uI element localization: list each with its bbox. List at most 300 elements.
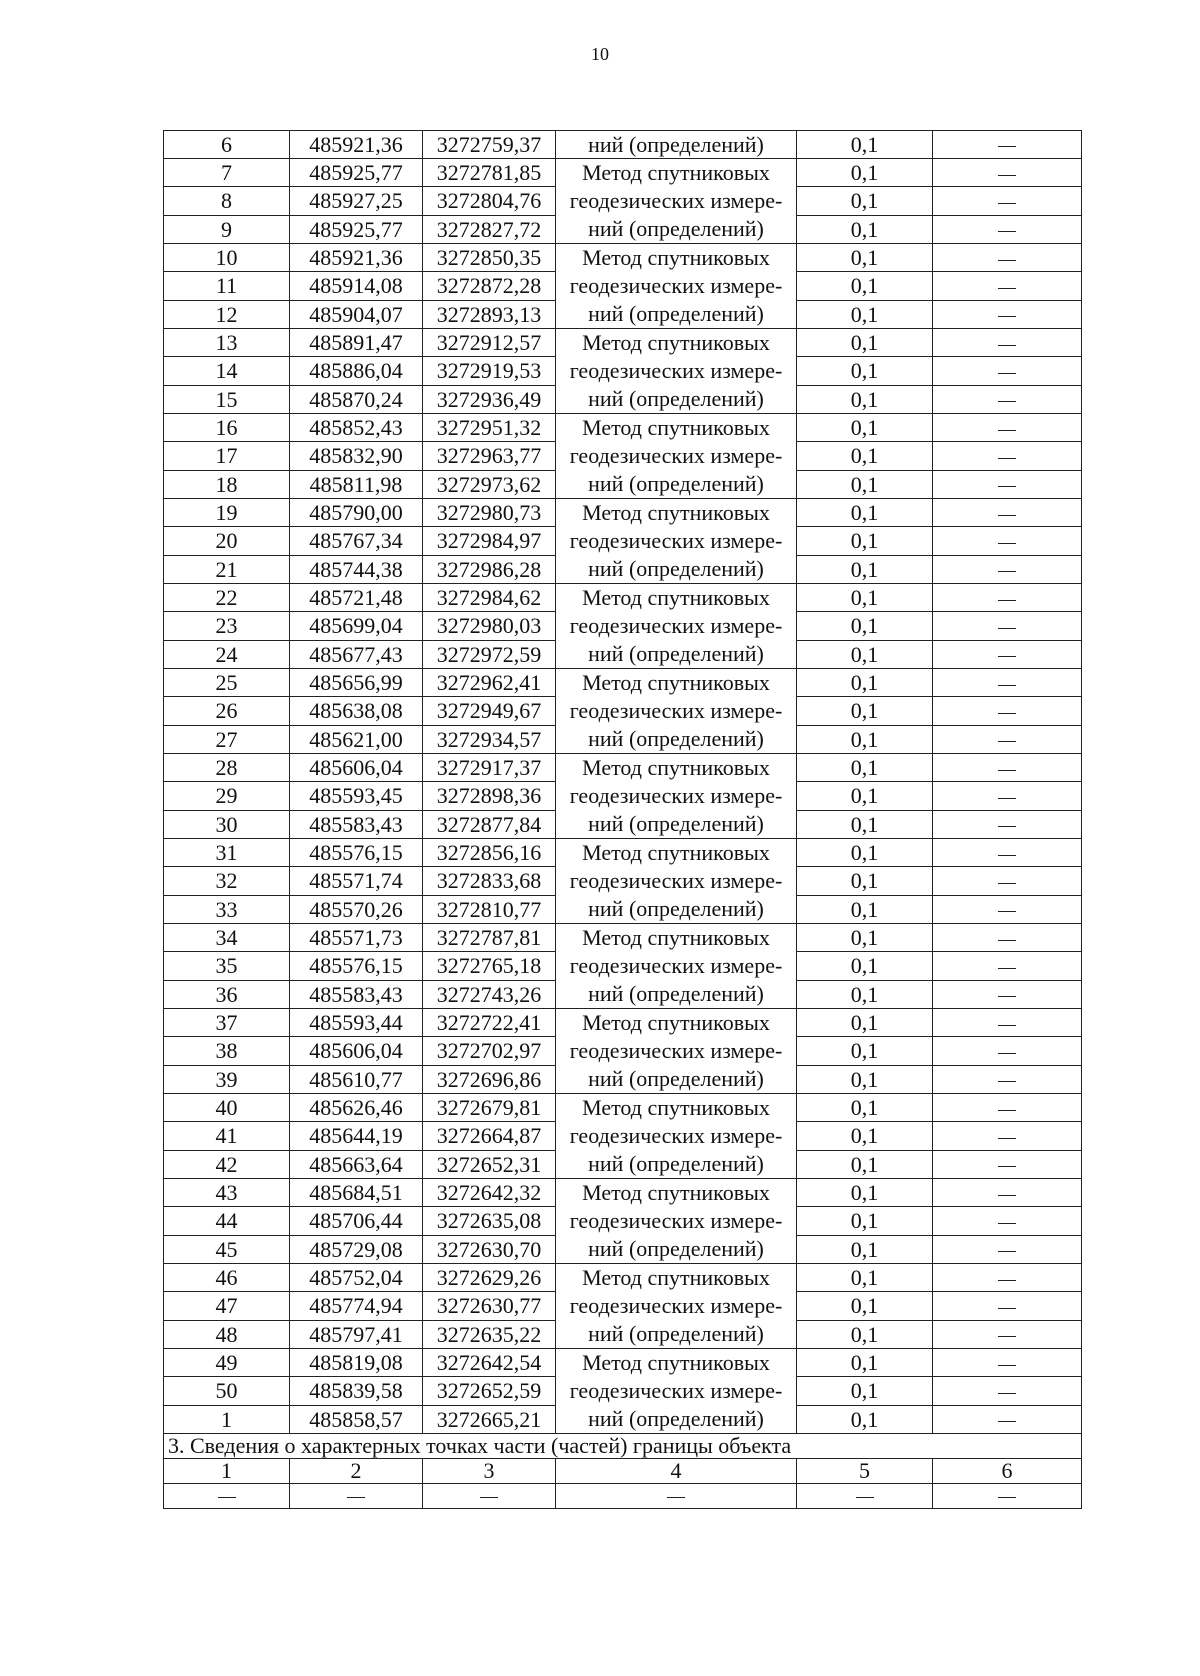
point-number: 14 [164, 357, 290, 385]
empty-row [164, 1484, 1082, 1509]
method-line: Метод спутниковых [582, 1265, 770, 1290]
x-coordinate: 485858,57 [290, 1405, 423, 1433]
dash [998, 628, 1016, 629]
y-coordinate: 3272963,77 [423, 442, 556, 470]
dash [667, 1497, 685, 1498]
empty-cell [556, 1484, 797, 1509]
x-coordinate: 485699,04 [290, 612, 423, 640]
column-number: 5 [797, 1459, 933, 1484]
point-number: 31 [164, 839, 290, 867]
point-number: 24 [164, 640, 290, 668]
x-coordinate: 485606,04 [290, 754, 423, 782]
table-row [164, 1349, 1082, 1377]
y-coordinate: 3272934,57 [423, 725, 556, 753]
accuracy: 0,1 [797, 442, 933, 470]
dash [998, 175, 1016, 176]
dash [998, 1195, 1016, 1196]
accuracy: 0,1 [797, 1122, 933, 1150]
x-coordinate: 485626,46 [290, 1094, 423, 1122]
x-coordinate: 485891,47 [290, 329, 423, 357]
accuracy: 0,1 [797, 244, 933, 272]
method-line: геодезических измере- [569, 783, 783, 808]
y-coordinate: 3272827,72 [423, 215, 556, 243]
dash [998, 883, 1016, 884]
empty-cell [164, 1484, 290, 1509]
method-line: Метод спутниковых [582, 925, 770, 950]
point-number: 25 [164, 669, 290, 697]
x-coordinate: 485663,64 [290, 1150, 423, 1178]
accuracy: 0,1 [797, 1094, 933, 1122]
y-coordinate: 3272980,03 [423, 612, 556, 640]
y-coordinate: 3272664,87 [423, 1122, 556, 1150]
accuracy: 0,1 [797, 1264, 933, 1292]
table-row [164, 1094, 1082, 1122]
extra-cell [933, 357, 1082, 385]
extra-cell [933, 442, 1082, 470]
point-number: 42 [164, 1150, 290, 1178]
method-line: геодезических измере- [569, 443, 783, 468]
table-row [164, 669, 1082, 697]
x-coordinate: 485767,34 [290, 527, 423, 555]
dash [998, 345, 1016, 346]
table-row [164, 414, 1082, 442]
extra-cell [933, 867, 1082, 895]
table-row [164, 839, 1082, 867]
coordinates-table [163, 130, 1082, 1509]
extra-cell [933, 499, 1082, 527]
dash [998, 826, 1016, 827]
method-line: ний (определений) [588, 556, 764, 581]
method-line: геодезических измере- [569, 273, 783, 298]
point-number: 17 [164, 442, 290, 470]
dash [998, 458, 1016, 459]
point-number: 18 [164, 470, 290, 498]
method-cell [556, 754, 797, 839]
x-coordinate: 485811,98 [290, 470, 423, 498]
extra-cell [933, 555, 1082, 583]
dash [998, 855, 1016, 856]
accuracy: 0,1 [797, 1037, 933, 1065]
table-row [164, 131, 1082, 159]
section-title: 3. Сведения о характерных точках части (частей) границы объекта [164, 1434, 1082, 1459]
accuracy: 0,1 [797, 782, 933, 810]
dash [998, 1053, 1016, 1054]
method-line: ний (определений) [588, 1066, 764, 1091]
accuracy: 0,1 [797, 1320, 933, 1348]
dash [998, 1421, 1016, 1422]
x-coordinate: 485656,99 [290, 669, 423, 697]
extra-cell [933, 640, 1082, 668]
extra-cell [933, 300, 1082, 328]
x-coordinate: 485706,44 [290, 1207, 423, 1235]
dash [998, 1393, 1016, 1394]
point-number: 20 [164, 527, 290, 555]
page-number: 10 [591, 44, 609, 64]
method-cell [556, 244, 797, 329]
column-number: 2 [290, 1459, 423, 1484]
point-number: 47 [164, 1292, 290, 1320]
x-coordinate: 485610,77 [290, 1065, 423, 1093]
method-line: геодезических измере- [569, 358, 783, 383]
extra-cell [933, 839, 1082, 867]
method-line: геодезических измере- [569, 1208, 783, 1233]
method-cell [556, 924, 797, 1009]
dash [998, 316, 1016, 317]
y-coordinate: 3272696,86 [423, 1065, 556, 1093]
accuracy: 0,1 [797, 300, 933, 328]
method-line: Метод спутниковых [582, 670, 770, 695]
y-coordinate: 3272665,21 [423, 1405, 556, 1433]
point-number: 22 [164, 584, 290, 612]
extra-cell [933, 131, 1082, 159]
y-coordinate: 3272962,41 [423, 669, 556, 697]
extra-cell [933, 1320, 1082, 1348]
x-coordinate: 485914,08 [290, 272, 423, 300]
dash [998, 600, 1016, 601]
extra-cell [933, 385, 1082, 413]
column-number: 4 [556, 1459, 797, 1484]
accuracy: 0,1 [797, 470, 933, 498]
point-number: 27 [164, 725, 290, 753]
point-number: 46 [164, 1264, 290, 1292]
y-coordinate: 3272856,16 [423, 839, 556, 867]
method-line: геодезических измере- [569, 188, 783, 213]
table-row [164, 499, 1082, 527]
point-number: 38 [164, 1037, 290, 1065]
accuracy: 0,1 [797, 159, 933, 187]
column-numbers-row [164, 1459, 1082, 1484]
point-number: 37 [164, 1009, 290, 1037]
method-line: ний (определений) [588, 301, 764, 326]
table-row [164, 244, 1082, 272]
y-coordinate: 3272765,18 [423, 952, 556, 980]
extra-cell [933, 669, 1082, 697]
method-line: ний (определений) [588, 1406, 764, 1431]
x-coordinate: 485583,43 [290, 980, 423, 1008]
point-number: 1 [164, 1405, 290, 1433]
accuracy: 0,1 [797, 725, 933, 753]
point-number: 33 [164, 895, 290, 923]
method-line: геодезических измере- [569, 613, 783, 638]
x-coordinate: 485721,48 [290, 584, 423, 612]
accuracy: 0,1 [797, 1405, 933, 1433]
x-coordinate: 485593,44 [290, 1009, 423, 1037]
y-coordinate: 3272980,73 [423, 499, 556, 527]
accuracy: 0,1 [797, 385, 933, 413]
method-line: геодезических измере- [569, 868, 783, 893]
x-coordinate: 485729,08 [290, 1235, 423, 1263]
accuracy: 0,1 [797, 414, 933, 442]
extra-cell [933, 1235, 1082, 1263]
dash [998, 543, 1016, 544]
dash [998, 373, 1016, 374]
extra-cell [933, 1179, 1082, 1207]
point-number: 36 [164, 980, 290, 1008]
method-cell [556, 1179, 797, 1264]
y-coordinate: 3272722,41 [423, 1009, 556, 1037]
point-number: 32 [164, 867, 290, 895]
method-line: геодезических измере- [569, 1378, 783, 1403]
method-cell [556, 839, 797, 924]
extra-cell [933, 810, 1082, 838]
y-coordinate: 3272877,84 [423, 810, 556, 838]
y-coordinate: 3272629,26 [423, 1264, 556, 1292]
y-coordinate: 3272951,32 [423, 414, 556, 442]
accuracy: 0,1 [797, 924, 933, 952]
table-row [164, 1009, 1082, 1037]
point-number: 13 [164, 329, 290, 357]
extra-cell [933, 980, 1082, 1008]
point-number: 16 [164, 414, 290, 442]
extra-cell [933, 697, 1082, 725]
method-cell: ний (определений) [556, 131, 797, 159]
table-row [164, 329, 1082, 357]
y-coordinate: 3272810,77 [423, 895, 556, 923]
extra-cell [933, 159, 1082, 187]
dash [998, 430, 1016, 431]
section-row [164, 1434, 1082, 1459]
point-number: 26 [164, 697, 290, 725]
extra-cell [933, 782, 1082, 810]
y-coordinate: 3272912,57 [423, 329, 556, 357]
dash [998, 911, 1016, 912]
x-coordinate: 485819,08 [290, 1349, 423, 1377]
extra-cell [933, 1405, 1082, 1433]
table-row [164, 1179, 1082, 1207]
dash [998, 260, 1016, 261]
accuracy: 0,1 [797, 640, 933, 668]
point-number: 10 [164, 244, 290, 272]
accuracy: 0,1 [797, 1009, 933, 1037]
accuracy: 0,1 [797, 1207, 933, 1235]
dash [998, 288, 1016, 289]
method-cell [556, 584, 797, 669]
table-row [164, 924, 1082, 952]
method-line: ний (определений) [588, 1151, 764, 1176]
extra-cell [933, 414, 1082, 442]
extra-cell [933, 1094, 1082, 1122]
y-coordinate: 3272984,97 [423, 527, 556, 555]
point-number: 45 [164, 1235, 290, 1263]
method-line: Метод спутниковых [582, 330, 770, 355]
accuracy: 0,1 [797, 754, 933, 782]
extra-cell [933, 725, 1082, 753]
accuracy: 0,1 [797, 187, 933, 215]
y-coordinate: 3272804,76 [423, 187, 556, 215]
method-line: Метод спутниковых [582, 1095, 770, 1120]
x-coordinate: 485570,26 [290, 895, 423, 923]
point-number: 35 [164, 952, 290, 980]
x-coordinate: 485870,24 [290, 385, 423, 413]
dash [998, 486, 1016, 487]
point-number: 48 [164, 1320, 290, 1348]
y-coordinate: 3272635,22 [423, 1320, 556, 1348]
accuracy: 0,1 [797, 895, 933, 923]
method-cell [556, 1009, 797, 1094]
y-coordinate: 3272898,36 [423, 782, 556, 810]
y-coordinate: 3272630,77 [423, 1292, 556, 1320]
extra-cell [933, 895, 1082, 923]
extra-cell [933, 1207, 1082, 1235]
point-number: 28 [164, 754, 290, 782]
point-number: 7 [164, 159, 290, 187]
y-coordinate: 3272743,26 [423, 980, 556, 1008]
method-line: Метод спутниковых [582, 755, 770, 780]
y-coordinate: 3272652,59 [423, 1377, 556, 1405]
x-coordinate: 485852,43 [290, 414, 423, 442]
accuracy: 0,1 [797, 131, 933, 159]
x-coordinate: 485839,58 [290, 1377, 423, 1405]
x-coordinate: 485571,74 [290, 867, 423, 895]
accuracy: 0,1 [797, 1179, 933, 1207]
x-coordinate: 485576,15 [290, 839, 423, 867]
point-number: 19 [164, 499, 290, 527]
dash [998, 713, 1016, 714]
dash [998, 940, 1016, 941]
dash [998, 515, 1016, 516]
method-line: геодезических измере- [569, 698, 783, 723]
dash [998, 968, 1016, 969]
dash [998, 1138, 1016, 1139]
method-cell [556, 1094, 797, 1179]
extra-cell [933, 329, 1082, 357]
point-number: 29 [164, 782, 290, 810]
method-line: ний (определений) [588, 811, 764, 836]
accuracy: 0,1 [797, 357, 933, 385]
extra-cell [933, 1122, 1082, 1150]
dash [998, 1223, 1016, 1224]
accuracy: 0,1 [797, 1065, 933, 1093]
accuracy: 0,1 [797, 952, 933, 980]
y-coordinate: 3272652,31 [423, 1150, 556, 1178]
method-line: геодезических измере- [569, 953, 783, 978]
method-line: Метод спутниковых [582, 500, 770, 525]
extra-cell [933, 1150, 1082, 1178]
point-number: 44 [164, 1207, 290, 1235]
accuracy: 0,1 [797, 839, 933, 867]
dash [347, 1497, 365, 1498]
point-number: 30 [164, 810, 290, 838]
dash [998, 996, 1016, 997]
table-row [164, 159, 1082, 187]
empty-cell [423, 1484, 556, 1509]
dash [998, 1110, 1016, 1111]
dash [480, 1497, 498, 1498]
table-row [164, 1264, 1082, 1292]
method-line: геодезических измере- [569, 1123, 783, 1148]
accuracy: 0,1 [797, 1292, 933, 1320]
empty-cell [797, 1484, 933, 1509]
accuracy: 0,1 [797, 499, 933, 527]
method-line: Метод спутниковых [582, 840, 770, 865]
empty-cell [933, 1484, 1082, 1509]
extra-cell [933, 1009, 1082, 1037]
dash [218, 1497, 236, 1498]
x-coordinate: 485571,73 [290, 924, 423, 952]
dash [998, 1497, 1016, 1498]
x-coordinate: 485886,04 [290, 357, 423, 385]
method-line: ний (определений) [588, 981, 764, 1006]
accuracy: 0,1 [797, 669, 933, 697]
extra-cell [933, 470, 1082, 498]
point-number: 15 [164, 385, 290, 413]
x-coordinate: 485576,15 [290, 952, 423, 980]
method-cell [556, 499, 797, 584]
y-coordinate: 3272759,37 [423, 131, 556, 159]
extra-cell [933, 527, 1082, 555]
x-coordinate: 485677,43 [290, 640, 423, 668]
accuracy: 0,1 [797, 867, 933, 895]
point-number: 50 [164, 1377, 290, 1405]
method-line: ний (определений) [588, 1236, 764, 1261]
x-coordinate: 485752,04 [290, 1264, 423, 1292]
x-coordinate: 485921,36 [290, 131, 423, 159]
method-cell [556, 159, 797, 244]
dash [998, 1280, 1016, 1281]
x-coordinate: 485583,43 [290, 810, 423, 838]
x-coordinate: 485684,51 [290, 1179, 423, 1207]
accuracy: 0,1 [797, 697, 933, 725]
accuracy: 0,1 [797, 272, 933, 300]
extra-cell [933, 272, 1082, 300]
method-line: Метод спутниковых [582, 585, 770, 610]
method-line: Метод спутниковых [582, 160, 770, 185]
point-number: 9 [164, 215, 290, 243]
point-number: 49 [164, 1349, 290, 1377]
y-coordinate: 3272917,37 [423, 754, 556, 782]
y-coordinate: 3272936,49 [423, 385, 556, 413]
dash [856, 1497, 874, 1498]
extra-cell [933, 1292, 1082, 1320]
dash [998, 1166, 1016, 1167]
y-coordinate: 3272635,08 [423, 1207, 556, 1235]
dash [998, 203, 1016, 204]
y-coordinate: 3272893,13 [423, 300, 556, 328]
extra-cell [933, 1349, 1082, 1377]
accuracy: 0,1 [797, 215, 933, 243]
y-coordinate: 3272642,32 [423, 1179, 556, 1207]
dash [998, 1308, 1016, 1309]
method-line: геодезических измере- [569, 1293, 783, 1318]
dash [998, 1251, 1016, 1252]
method-line: ний (определений) [588, 471, 764, 496]
extra-cell [933, 187, 1082, 215]
x-coordinate: 485925,77 [290, 215, 423, 243]
point-number: 21 [164, 555, 290, 583]
method-line: геодезических измере- [569, 1038, 783, 1063]
method-line: Метод спутниковых [582, 1180, 770, 1205]
accuracy: 0,1 [797, 527, 933, 555]
dash [998, 231, 1016, 232]
point-number: 11 [164, 272, 290, 300]
dash [998, 798, 1016, 799]
x-coordinate: 485644,19 [290, 1122, 423, 1150]
point-number: 41 [164, 1122, 290, 1150]
method-line: ний (определений) [588, 726, 764, 751]
x-coordinate: 485832,90 [290, 442, 423, 470]
accuracy: 0,1 [797, 329, 933, 357]
x-coordinate: 485925,77 [290, 159, 423, 187]
method-line: ний (определений) [588, 1321, 764, 1346]
method-cell [556, 329, 797, 414]
dash [998, 741, 1016, 742]
y-coordinate: 3272973,62 [423, 470, 556, 498]
extra-cell [933, 1037, 1082, 1065]
y-coordinate: 3272833,68 [423, 867, 556, 895]
y-coordinate: 3272984,62 [423, 584, 556, 612]
y-coordinate: 3272850,35 [423, 244, 556, 272]
dash [998, 571, 1016, 572]
